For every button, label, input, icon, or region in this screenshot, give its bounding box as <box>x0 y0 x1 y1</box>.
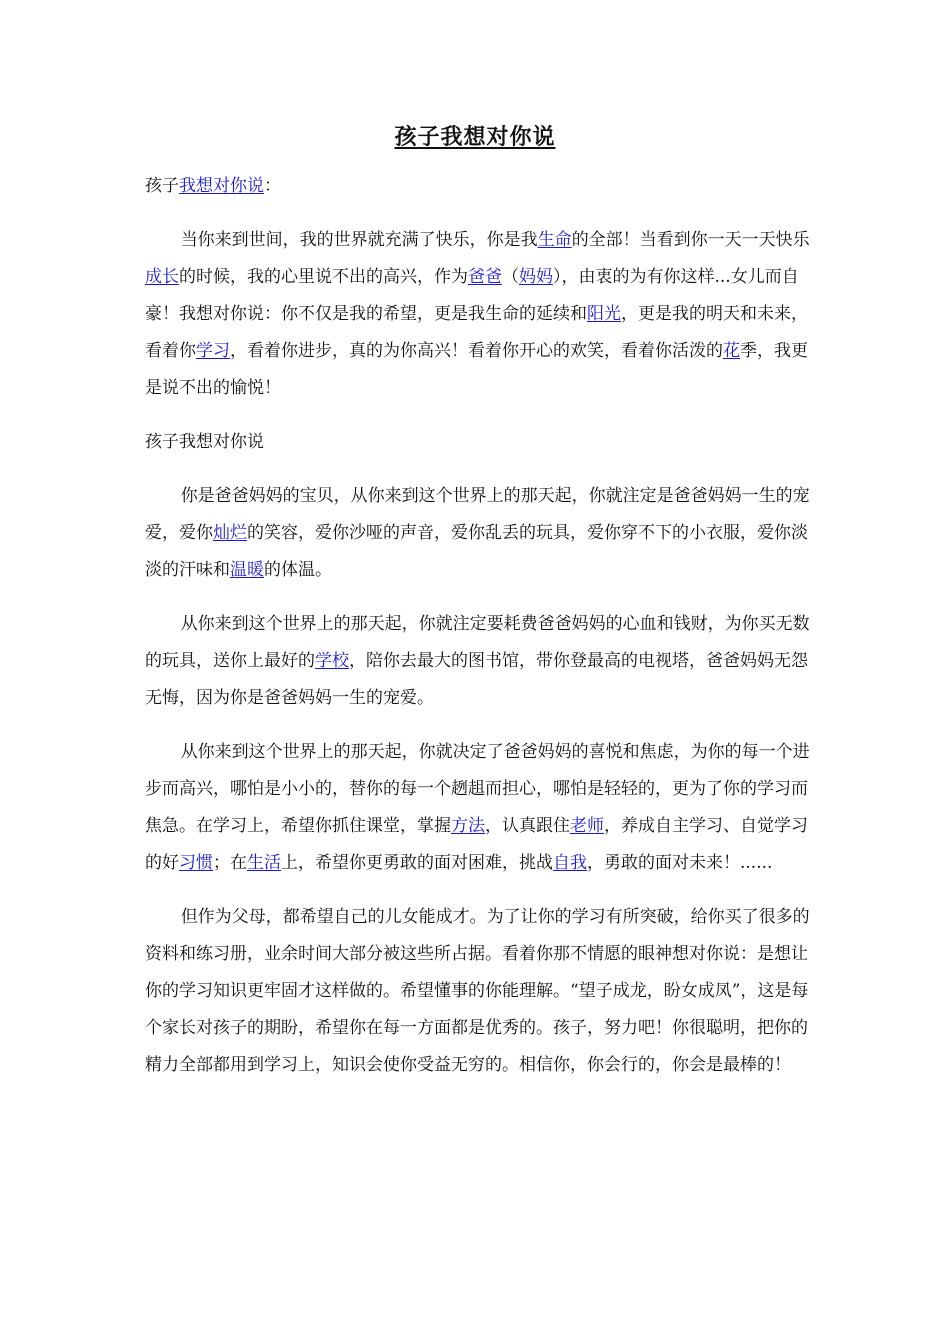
text-segment: ，认真跟住 <box>485 816 570 836</box>
link-wo-xiang-dui-ni-shuo[interactable]: 我想对你说 <box>179 176 264 196</box>
link-yangguang[interactable]: 阳光 <box>587 304 621 324</box>
paragraph-subheading: 孩子我想对你说 <box>145 432 264 452</box>
text-segment: 季，我更是说不出的愉悦！ <box>145 341 808 398</box>
text-segment: 的全部！当看到你一天一天快乐 <box>571 230 810 250</box>
text-segment: ： <box>264 176 281 196</box>
text-segment: 的时候，我的心里说不出的高兴，作为 <box>179 267 468 287</box>
link-shenghuo[interactable]: 生活 <box>247 853 281 873</box>
paragraph-2 <box>145 478 813 589</box>
link-xiguan[interactable]: 习惯 <box>179 853 213 873</box>
link-ziwo[interactable]: 自我 <box>553 853 587 873</box>
link-laoshi[interactable]: 老师 <box>570 816 604 836</box>
link-fangfa[interactable]: 方法 <box>451 816 485 836</box>
text-segment: ，更是我的明天和未来，看着你 <box>145 304 808 361</box>
text-segment: ，养成自主学习、自觉学习的好 <box>145 816 808 873</box>
paragraph-3 <box>145 606 813 717</box>
paragraph-5: 但作为父母，都希望自己的儿女能成才。为了让你的学习有所突破，给你买了很多的资料和练习册，业余时间大部分被这些所占据。看着你那不情愿的眼神想对你说：是想让你的学习知识更牢固才这样做的。希望懂事的你能理解。“望子成龙，盼女成凤”，这是每个家长对孩子的期盼，希望你在每一方面都是优秀的。孩子，努力吧！你很聪明，把你的精力全部都用到学习上，知识会使你受益无穷的。相信你，你会行的，你会是最棒的！ <box>145 907 810 1075</box>
document-title: 孩子我想对你说 <box>394 124 556 150</box>
text-segment: 从你来到这个世界上的那天起，你就注定要耗费爸爸妈妈的心血和钱财，为你买无数的玩具，送你上最好的 <box>145 614 810 671</box>
text-segment: ），由衷的为有你这样...女儿而自豪！我想对你说：你不仅是我的希望，更是我生命的延续和 <box>145 267 799 324</box>
link-xuexi[interactable]: 学习 <box>196 341 230 361</box>
paragraph-4 <box>145 734 813 882</box>
link-wennuan[interactable]: 温暖 <box>230 560 264 580</box>
link-chengzhang[interactable]: 成长 <box>145 267 179 287</box>
text-segment: （ <box>502 267 519 287</box>
link-baba[interactable]: 爸爸 <box>468 267 502 287</box>
link-hua[interactable]: 花 <box>723 341 740 361</box>
text-segment: ，勇敢的面对未来！...... <box>587 853 773 873</box>
text-segment: ；在 <box>213 853 247 873</box>
text-segment: 从你来到这个世界上的那天起，你就决定了爸爸妈妈的喜悦和焦虑，为你的每一个进步而高兴，哪怕是小小的，替你的每一个趔趄而担心，哪怕是轻轻的，更为了你的学习而焦急。在学习上，希望你抓住课堂，掌握 <box>145 742 810 836</box>
text-segment: ，看着你进步，真的为你高兴！看着你开心的欢笑，看着你活泼的 <box>230 341 723 361</box>
text-segment: 上，希望你更勇敢的面对困难，挑战 <box>281 853 553 873</box>
text-segment: 孩子 <box>145 176 179 196</box>
text-segment: 的体温。 <box>264 560 332 580</box>
link-xuexiao[interactable]: 学校 <box>315 651 349 671</box>
link-mama[interactable]: 妈妈 <box>519 267 553 287</box>
link-shengming[interactable]: 生命 <box>537 230 572 250</box>
text-segment: 你是爸爸妈妈的宝贝，从你来到这个世界上的那天起，你就注定是爸爸妈妈一生的宠爱，爱你 <box>145 486 810 543</box>
document-body <box>145 168 813 1101</box>
text-segment: 的笑容，爱你沙哑的声音，爱你乱丢的玩具，爱你穿不下的小衣服，爱你淡淡的汗味和 <box>145 523 808 580</box>
text-segment: 当你来到世间，我的世界就充满了快乐，你是我 <box>180 230 538 250</box>
text-segment: ，陪你去最大的图书馆，带你登最高的电视塔，爸爸妈妈无怨无悔，因为你是爸爸妈妈一生的宠爱。 <box>145 651 808 708</box>
paragraph-intro <box>145 168 813 205</box>
link-canlan[interactable]: 灿烂 <box>213 523 247 543</box>
paragraph-1 <box>145 222 813 407</box>
